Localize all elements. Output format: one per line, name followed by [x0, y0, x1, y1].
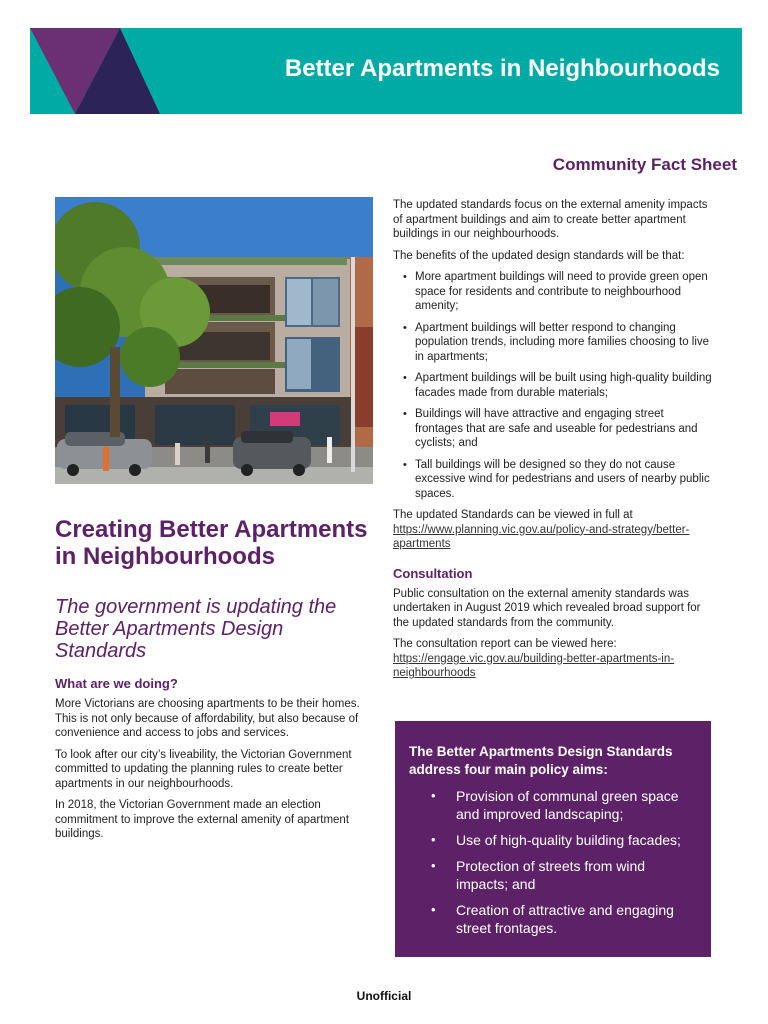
list-item: [393, 458, 713, 502]
aim-text: Use of high-quality building facades;: [456, 832, 681, 848]
benefit-text: Apartment buildings will better respond to changing population trends, including more families choosing to live in apartments;: [415, 321, 710, 363]
triangle-logo-shape: [30, 28, 210, 114]
bullet-icon: •: [431, 858, 436, 873]
banner-title: Better Apartments in Neighbourhoods: [284, 55, 720, 82]
aim-text: Provision of communal green space and improved landscaping;: [456, 788, 679, 822]
list-item: [393, 270, 713, 314]
aim-text: Protection of streets from wind impacts; and: [456, 858, 646, 892]
benefit-text: More apartment buildings will need to provide green open space for residents and contribute to neighbourhood amenity;: [415, 271, 708, 312]
standards-view-paragraph: [393, 508, 713, 552]
bullet-icon: •: [403, 458, 407, 471]
fact-sheet-label: Community Fact Sheet: [552, 155, 737, 174]
report-text: The consultation report can be viewed here:: [393, 638, 617, 650]
benefits-list: [393, 270, 713, 501]
paragraph: In 2018, the Victorian Government made an election commitment to improve the external amenity of apartment buildings.: [55, 799, 350, 840]
header-banner: [30, 28, 742, 114]
benefit-text: Buildings will have attractive and engaging street frontages that are safe and useable for pedestrians and cyclists; and: [415, 408, 698, 449]
paragraph: To look after our city’s liveability, the Victorian Government committed to updating the planning rules to create better apartments in our neighbourhoods.: [55, 748, 352, 790]
list-item: [409, 787, 697, 823]
bullet-icon: •: [431, 902, 436, 917]
list-item: [393, 407, 713, 451]
benefit-text: Apartment buildings will be built using high-quality building facades made from durable materials;: [415, 372, 712, 399]
footer-classification: Unofficial: [356, 989, 412, 1003]
policy-aims-heading: The Better Apartments Design Standards address four main policy aims:: [409, 744, 673, 777]
paragraph: More Victorians are choosing apartments to be their homes. This is not only because of affordability, but also because of convenience and access to jobs and services.: [55, 698, 360, 739]
benefit-text: Tall buildings will be designed so they do not cause excessive wind for pedestrians and users of nearby public spaces.: [415, 458, 710, 500]
consultation-paragraph: Public consultation on the external amenity standards was undertaken in August 2019 which revealed broad support for the updated standards from the community.: [393, 587, 701, 629]
list-item: [393, 321, 713, 365]
bullet-icon: •: [403, 372, 407, 384]
what-are-we-doing-heading: What are we doing?: [55, 676, 178, 691]
consultation-heading: Consultation: [393, 565, 473, 581]
subheading: The government is updating the Better Apartments Design Standards: [55, 596, 337, 662]
bullet-icon: •: [403, 321, 407, 334]
apartment-building-photo: [55, 197, 373, 484]
policy-aims-list: [409, 787, 697, 937]
list-item: [409, 857, 697, 893]
report-paragraph: [393, 637, 713, 681]
policy-aims-box: [395, 721, 711, 957]
list-item: [409, 901, 697, 937]
bullet-icon: •: [403, 271, 407, 283]
left-column: [55, 516, 370, 849]
bullet-icon: •: [431, 788, 436, 803]
benefits-intro: The benefits of the updated design standards will be that:: [393, 249, 685, 262]
report-link[interactable]: https://engage.vic.gov.au/building-better-apartments-in-neighbourhoods: [393, 652, 675, 679]
intro-paragraph: The updated standards focus on the external amenity impacts of apartment buildings and aim to create better apartment buildings in our neighbourhoods.: [393, 199, 708, 240]
right-column: [393, 198, 713, 688]
bullet-icon: •: [403, 408, 407, 420]
standards-view-text: The updated Standards can be viewed in full at: [393, 509, 633, 521]
standards-link[interactable]: https://www.planning.vic.gov.au/policy-and-strategy/better-apartments: [393, 523, 690, 550]
list-item: [409, 831, 697, 849]
bullet-icon: •: [431, 832, 436, 847]
main-heading: Creating Better Apartments in Neighbourhoods: [55, 516, 368, 570]
list-item: [393, 371, 713, 400]
aim-text: Creation of attractive and engaging street frontages.: [456, 902, 674, 936]
